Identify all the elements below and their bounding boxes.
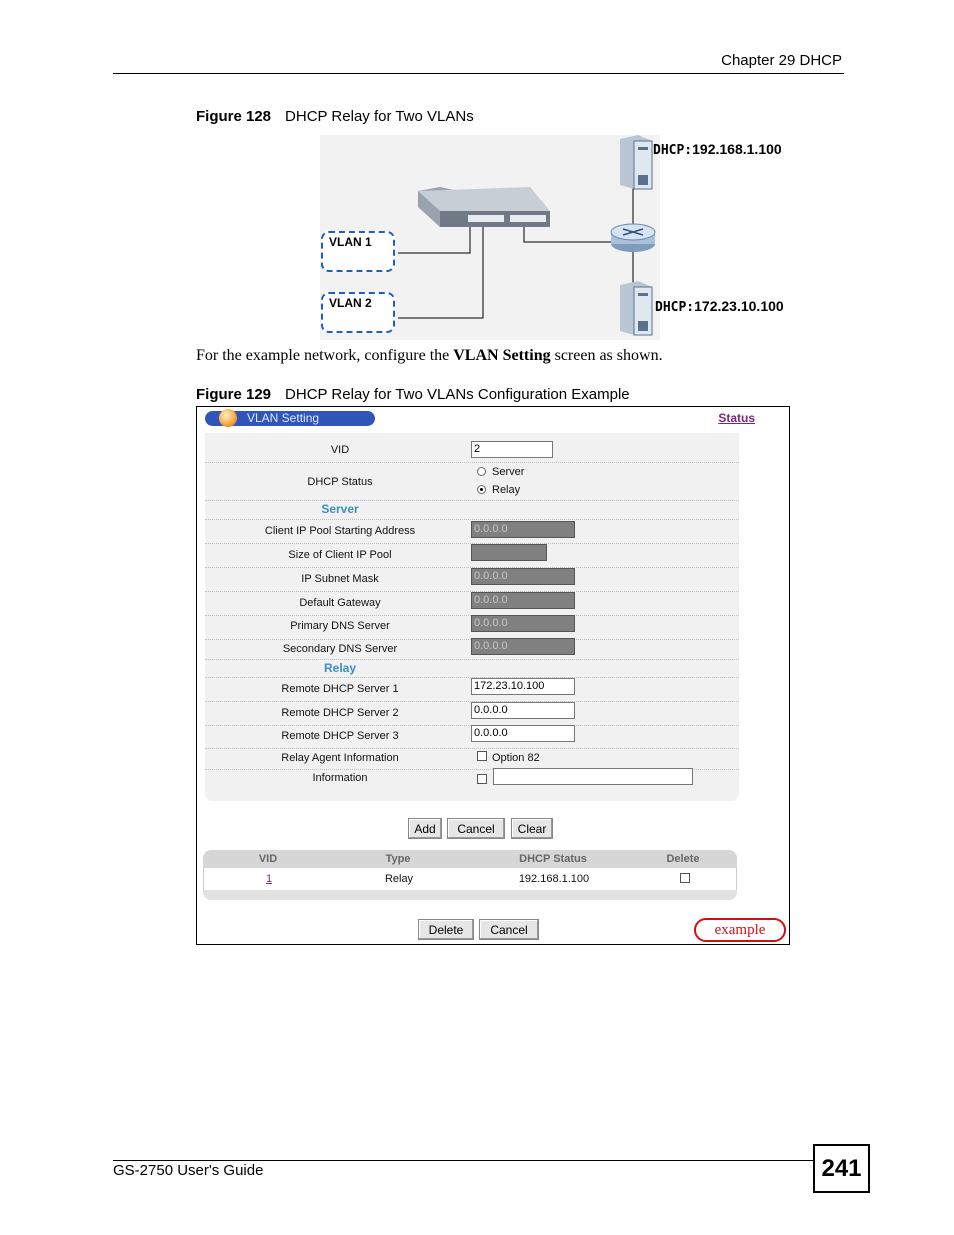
gateway-input[interactable]: 0.0.0.0 [471, 592, 575, 609]
information-input[interactable] [493, 768, 693, 785]
cancel-button[interactable]: Cancel [447, 818, 505, 839]
vid-row [205, 437, 739, 463]
vid-input[interactable]: 2 [471, 441, 553, 458]
remote2-row [205, 702, 739, 726]
server-section-title: Server [321, 502, 359, 516]
dns1-input[interactable]: 0.0.0.0 [471, 615, 575, 632]
pool-size-input[interactable] [471, 544, 547, 561]
header-rule [113, 73, 844, 74]
remote3-row [205, 726, 739, 749]
col-dhcp-status: DHCP Status [519, 853, 587, 865]
information-label: Information [312, 772, 368, 784]
body-text-pre: For the example network, configure the [196, 347, 454, 364]
row-type: Relay [384, 873, 414, 885]
switch-icon [418, 187, 550, 227]
relay-agent-label: Relay Agent Information [281, 752, 399, 764]
vlan-2-label: VLAN 2 [329, 296, 372, 310]
dhcp-server-2-prefix: DHCP: [655, 300, 695, 315]
status-link[interactable]: Status [718, 411, 755, 425]
col-delete: Delete [666, 853, 700, 865]
example-stamp: example [694, 918, 786, 942]
figure-128-label: Figure 128 [196, 108, 272, 125]
dns2-input[interactable]: 0.0.0.0 [471, 638, 575, 655]
add-button[interactable]: Add [408, 818, 442, 839]
row-delete-checkbox[interactable] [680, 873, 690, 883]
information-row [205, 770, 739, 790]
dns1-label: Primary DNS Server [290, 620, 390, 632]
dns1-row [205, 616, 739, 640]
remote1-row [205, 678, 739, 702]
body-text-post: screen as shown. [550, 347, 663, 364]
remote1-input[interactable]: 172.23.10.100 [471, 678, 575, 695]
dhcp-server-2-ip: 172.23.10.100 [694, 298, 784, 314]
page-number: 241 [813, 1144, 870, 1193]
dhcp-server-2-label [655, 298, 784, 315]
col-vid: VID [258, 853, 278, 865]
delete-button[interactable]: Delete [418, 919, 474, 940]
server-icon-2 [620, 281, 652, 335]
remote2-input[interactable]: 0.0.0.0 [471, 702, 575, 719]
server-section-row [205, 501, 739, 520]
figure-129-label: Figure 129 [196, 386, 272, 403]
figure-129-caption [196, 386, 630, 403]
col-type: Type [385, 853, 411, 865]
dhcp-server-1-label [653, 141, 782, 158]
body-paragraph [196, 347, 663, 365]
guide-title: GS-2750 User's Guide [113, 1162, 264, 1179]
vlan-2-box [321, 292, 395, 333]
figure-128-text: DHCP Relay for Two VLANs [285, 108, 474, 125]
router-icon [611, 224, 655, 252]
client-ip-input[interactable]: 0.0.0.0 [471, 521, 575, 538]
body-text-bold: VLAN Setting [453, 347, 551, 364]
client-ip-row [205, 520, 739, 544]
footer-rule [113, 1160, 813, 1161]
row-dhcp-status: 192.168.1.100 [518, 873, 590, 885]
dhcp-status-label: DHCP Status [307, 476, 373, 488]
figure-128-caption [196, 108, 474, 125]
chapter-title: Chapter 29 DHCP [721, 52, 842, 69]
table-row [203, 868, 737, 890]
dns2-label: Secondary DNS Server [282, 643, 398, 655]
relay-agent-row [205, 749, 739, 770]
server-icon-1 [620, 135, 652, 189]
option82-label: Option 82 [492, 752, 540, 764]
dhcp-server-1-ip: 192.168.1.100 [692, 141, 782, 157]
row-vid-link[interactable]: 1 [265, 873, 273, 885]
gateway-label: Default Gateway [299, 597, 381, 609]
subnet-input[interactable]: 0.0.0.0 [471, 568, 575, 585]
relay-section-row [205, 660, 739, 678]
subnet-row [205, 568, 739, 592]
pool-size-label: Size of Client IP Pool [288, 549, 392, 561]
server-radio[interactable] [477, 467, 486, 476]
option82-checkbox[interactable] [477, 751, 487, 761]
remote2-label: Remote DHCP Server 2 [281, 707, 399, 719]
relay-radio[interactable] [477, 485, 486, 494]
vlan-1-label: VLAN 1 [329, 235, 372, 249]
relay-section-title: Relay [323, 661, 357, 675]
vid-label: VID [330, 444, 350, 456]
dns2-row [205, 640, 739, 660]
vlan-1-box [321, 231, 395, 272]
subnet-label: IP Subnet Mask [301, 573, 379, 585]
figure-129-text: DHCP Relay for Two VLANs Configuration Example [285, 386, 630, 403]
vlan-table-header [203, 850, 737, 868]
dhcp-status-row [205, 463, 739, 501]
gateway-row [205, 592, 739, 616]
relay-option-label: Relay [492, 484, 521, 496]
cancel-button-2[interactable]: Cancel [479, 919, 539, 940]
remote3-input[interactable]: 0.0.0.0 [471, 725, 575, 742]
server-option-label: Server [492, 466, 525, 478]
table-footer [203, 890, 737, 900]
remote3-label: Remote DHCP Server 3 [281, 730, 399, 742]
tab-title: VLAN Setting [247, 411, 320, 425]
network-diagram [320, 135, 800, 340]
remote1-label: Remote DHCP Server 1 [281, 683, 399, 695]
vlan-setting-tab[interactable] [205, 411, 375, 426]
pool-size-row [205, 544, 739, 568]
dhcp-server-1-prefix: DHCP: [653, 143, 693, 158]
orb-icon [219, 409, 237, 427]
vlan-setting-screenshot [196, 406, 790, 945]
clear-button[interactable]: Clear [511, 818, 553, 839]
client-ip-label: Client IP Pool Starting Address [264, 525, 416, 537]
information-checkbox[interactable] [477, 774, 487, 784]
